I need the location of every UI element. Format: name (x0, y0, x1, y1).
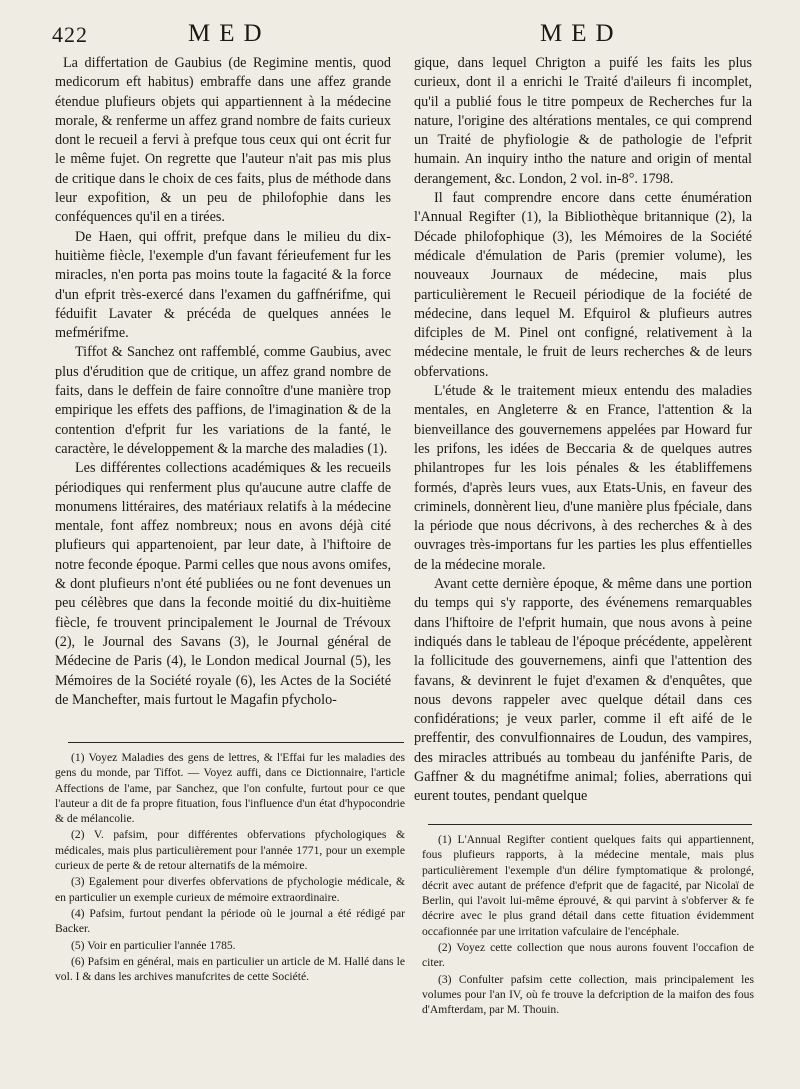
footnote: (1) Voyez Maladies des gens de lettres, & l'Effai fur les maladies des gens du monde, par Tiffot. — Voyez auffi, dans ce Dictionnaire, l'article Affections de l'ame, par Sanchez, que l'on confulte, furtout pour ce que l'auteur a dit de fa propre fituation, fous l'influence d'un état d'hypocondrie & de mélancolie. (55, 751, 405, 826)
paragraph: La differtation de Gaubius (de Regimine mentis, quod medicorum eft habitus) embraffe dans une affez grande étendue plufieurs objets qui appartiennent à la médecine morale, & renferme un affez grand nombre de faits curieux dont le recueil a fervi à prefque tous ceux qui ont écrit fur le même fujet. On regrette que l'auteur n'ait pas mis plus de critique dans le choix de ces faits, plus de méthode dans leur expofition, & un peu de philofophie dans les conféquences qu'il en a tirées. (55, 55, 391, 226)
paragraph: gique, dans lequel Chrigton a puifé les faits les plus curieux, dont il a enrichi le Traité d'aileurs fi incomplet, qu'il a publié fous le titre pompeux de Recherches fur la nature, l'origine des altérations mentales, ce qui comprend un Traité de phyfiologie & de pathologie de l'efprit humain. An inquiry intho the nature and origin of mental derangement, &c. London, 2 vol. in-8°. 1798. (414, 55, 752, 187)
footnotes-right (422, 832, 754, 1019)
paragraph: Tiffot & Sanchez ont raffemblé, comme Gaubius, avec plus d'érudition que de critique, un affez grand nombre de faits, dans le deffein de faire connoître d'une manière trop empirique les effets des paffions, de l'imagination & de la contention d'efprit fur les variations de la fanté, le caractère, le développement & la marche des maladies (1). (55, 344, 391, 457)
footnotes-left (55, 750, 405, 985)
running-head-right: MED (540, 20, 623, 47)
running-head-left: MED (188, 20, 271, 47)
paragraph: Les différentes collections académiques & les recueils périodiques qui renferment plus qu'aucune autre claffe de monumens littéraires, des matériaux relatifs à la médecine mentale, font affez nombreux; nous en avons déjà cité plufieurs qui appartenoient, par leur date, à l'hiftoire de notre feconde époque. Parmi celles que nous avons omifes, & dont plufieurs n'ont été publiées ou ne font devenues un peu célèbres que dans la feconde moitié du dix-huitième fiècle, fe trouvent principalement le Journal de Trévoux (2), le Journal des Savans (3), le Journal général de Médecine de Paris (4), le London medical Journal (5), les Mémoires de la Société royale (6), les Actes de la Société de Manchefter, mais furtout le Magafin pfycholo- (55, 460, 391, 708)
footnote-divider-left (68, 742, 404, 743)
page-number: 422 (52, 22, 88, 47)
paragraph: L'étude & le traitement mieux entendu des maladies mentales, en Angleterre & en France, l'attention & la bienveillance des gouvernemens appelées par Howard fur les prifons, les idées de Beccaria & de quelques autres philantropes fur les lois pénales & les établiffemens formés, d'après leurs vues, aux Etats-Unis, en faveur des criminels, donnèrent lieu, d'une manière plus fpéciale, dans la période que nous décrivons, à des recherches & à des ouvrages très-importans fur les parties les plus effentielles de la médecine morale. (414, 383, 752, 573)
left-text-column (55, 54, 391, 710)
footnote-divider-right (428, 824, 752, 825)
footnote: (4) Pafsim, furtout pendant la période où le journal a été rédigé par Backer. (55, 906, 405, 936)
paragraph: Il faut comprendre encore dans cette énumération l'Annual Regifter (1), la Bibliothèque britannique (2), la Décade philofophique (3), les Mémoires de la Société médicale d'émulation de Paris (premier volume), les nouveaux Journaux de médecine, mais plus particulièrement le Recueil périodique de la fociété de médecine, dans lequel M. Efquirol & plufieurs autres difciples de M. Pinel ont configné, relativement à la médecine mentale, le fruit de leurs recherches & de leurs obfervations. (414, 190, 752, 380)
footnote: (2) V. pafsim, pour différentes obfervations pfychologiques & médicales, mais plus particulièrement pour l'année 1771, pour un exemple curieux de perte & de retour alternatifs de la mémoire. (55, 828, 405, 873)
footnote: (3) Confulter pafsim cette collection, mais principalement les volumes pour l'an IV, où fe trouve la defcription de la maifon des fous d'Amfterdam, par M. Thouin. (422, 972, 754, 1017)
footnote: (1) L'Annual Regifter contient quelques faits qui appartiennent, fous plufieurs rapports, à la médecine mentale, mais plus particulièrement l'exemple d'un délire fymptomatique & prolongé, décrit avec autant de préfence d'efprit que de fagacité, par Nicolaï de Berlin, qui l'avoit lui-même éprouvé, & qui parvint à s'obferver & fe décrire avec le plus grand détail dans cette fituation évidemment occafionnée par une irritation vafculaire de l'encéphale. (422, 833, 754, 938)
paragraph: Avant cette dernière époque, & même dans une portion du temps qui s'y rapporte, des événemens remarquables dans l'hiftoire de l'efprit humain, que nous avons à peine indiqués dans le tableau de l'époque précédente, appelèrent la follicitude des gouvernemens, ainfi que l'attention des favans, & devinrent le fujet d'examen & d'enquêtes, que nous devons rappeler avec quelque détail dans ces confidérations; je veux parler, comme il eft aifé de le preffentir, des convulfionnaires de Loudun, des vampires, des miracles attribués au tombeau du janfénifte Paris, de Gaffner & du magnétifme animal; folies, aberrations qui eurent toutes, pendant quelque (414, 576, 752, 805)
right-text-column (414, 54, 752, 807)
paragraph: De Haen, qui offrit, prefque dans le milieu du dix-huitième fiècle, l'exemple d'un favant férieufement fur les miracles, n'en porta pas moins toute la fagacité & la force d'un efprit très-exercé dans l'examen du gaffnérifme, qui féduifit Lavater & précéda de quelques années le mefmérifme. (55, 228, 391, 342)
footnote: (5) Voir en particulier l'année 1785. (71, 938, 236, 952)
footnote: (2) Voyez cette collection que nous aurons fouvent l'occafion de citer. (422, 941, 754, 970)
footnote: (6) Pafsim en général, mais en particulier un article de M. Hallé dans le vol. I & dans les archives manufcrites de cette Société. (55, 954, 405, 984)
footnote: (3) Egalement pour diverfes obfervations de pfychologie médicale, & en particulier un exemple curieux de mémoire extraordinaire. (55, 875, 405, 904)
